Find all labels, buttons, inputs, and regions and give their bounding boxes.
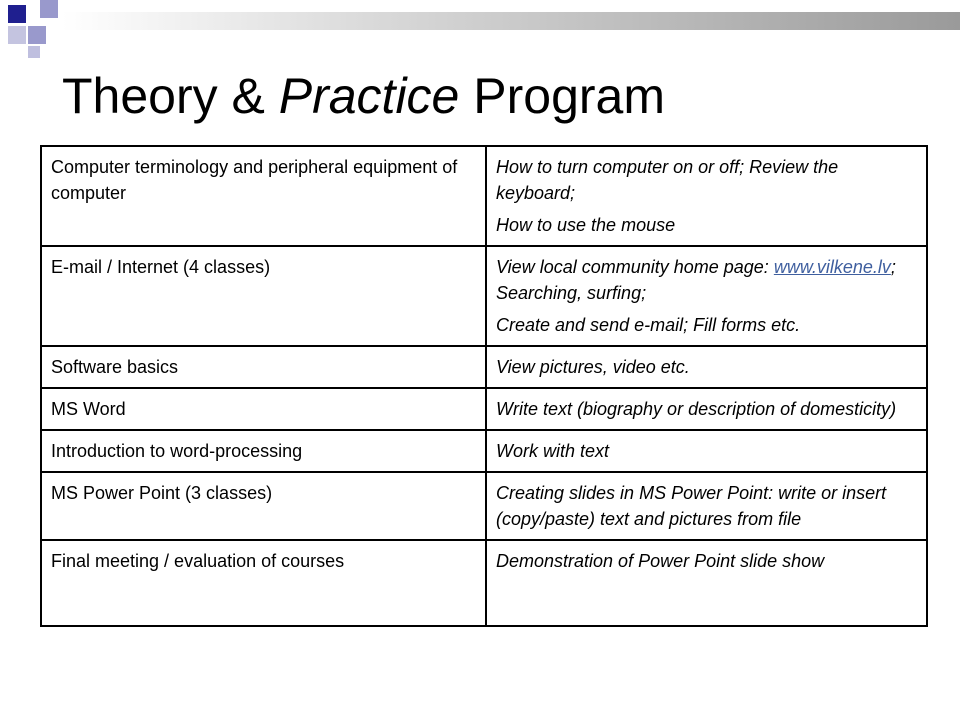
table-row: [41, 430, 927, 472]
practice-cell: [486, 246, 927, 346]
practice-text: How to turn computer on or off; Review the keyboard;: [496, 157, 839, 203]
decorative-square-light: [8, 26, 26, 44]
practice-text: How to use the mouse: [496, 215, 676, 235]
practice-cell: [486, 540, 927, 626]
practice-cell: [486, 146, 927, 246]
decorative-square-navy: [8, 5, 26, 23]
title-gradient-bar: [62, 12, 960, 30]
table-row: [41, 346, 927, 388]
practice-cell: [486, 430, 927, 472]
topic-cell: Computer terminology and peripheral equipment of computer: [41, 146, 486, 246]
practice-text: Write text (biography or description of domesticity): [496, 399, 897, 419]
practice-text-part: ; Searching, surfing;: [496, 257, 896, 303]
title-text-3: Program: [459, 68, 665, 124]
title-text-1: Theory &: [62, 68, 279, 124]
table-row: [41, 246, 927, 346]
table-row: [41, 388, 927, 430]
program-table: [40, 145, 928, 627]
table-row: [41, 540, 927, 626]
slide-title: [62, 58, 665, 134]
topic-cell: Software basics: [41, 346, 486, 388]
topic-cell: Final meeting / evaluation of courses: [41, 540, 486, 626]
practice-cell: [486, 388, 927, 430]
decorative-square-small: [28, 46, 40, 58]
practice-text: View pictures, video etc.: [496, 357, 690, 377]
decorative-square-lavender: [28, 26, 46, 44]
community-homepage-link[interactable]: www.vilkene.lv: [773, 257, 891, 277]
topic-cell: MS Word: [41, 388, 486, 430]
table-row: [41, 472, 927, 540]
practice-text-part: View local community home page:: [496, 257, 769, 277]
table-row: [41, 146, 927, 246]
title-text-italic: Practice: [278, 68, 460, 124]
practice-text: Create and send e-mail; Fill forms etc.: [496, 315, 801, 335]
topic-cell: MS Power Point (3 classes): [41, 472, 486, 540]
practice-cell: [486, 472, 927, 540]
practice-text: Demonstration of Power Point slide show: [496, 551, 825, 571]
topic-cell: E-mail / Internet (4 classes): [41, 246, 486, 346]
decorative-square-lavender-top: [40, 0, 58, 18]
practice-text: Work with text: [496, 441, 610, 461]
topic-cell: Introduction to word-processing: [41, 430, 486, 472]
practice-text: [496, 254, 918, 306]
practice-cell: [486, 346, 927, 388]
practice-text: Creating slides in MS Power Point: write or insert (copy/paste) text and pictures from file: [496, 483, 887, 529]
